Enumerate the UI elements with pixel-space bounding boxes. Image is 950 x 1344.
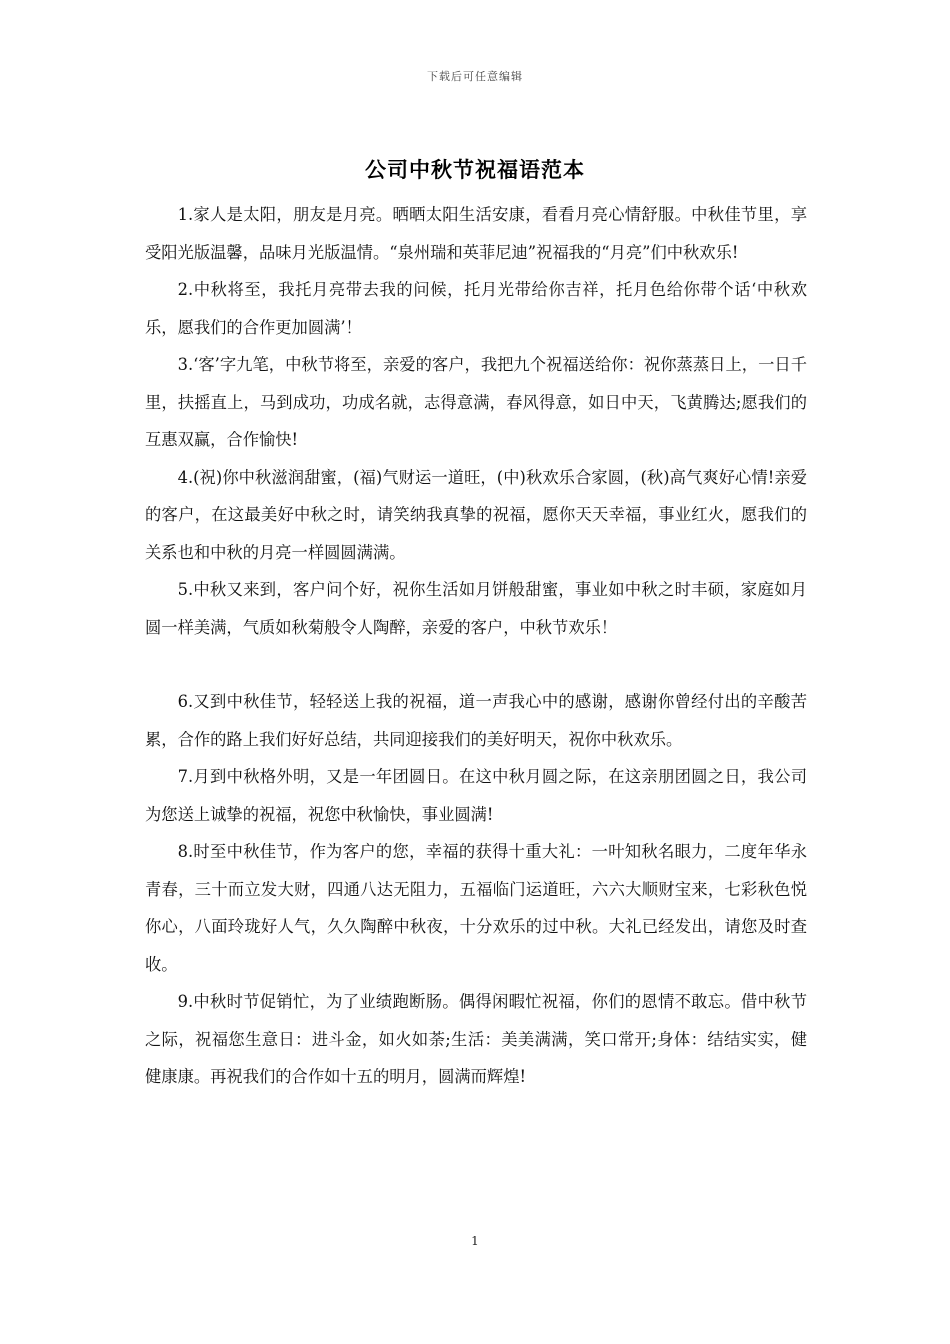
paragraph-6: 6.又到中秋佳节，轻轻送上我的祝福，道一声我心中的感谢，感谢你曾经付出的辛酸苦累，合作的路上我们好好总结，共同迎接我们的美好明天，祝你中秋欢乐。: [145, 692, 807, 749]
paragraph-9: 9.中秋时节促销忙，为了业绩跑断肠。偶得闲暇忙祝福，你们的恩情不敢忘。借中秋节之际，祝福您生意日：进斗金，如火如荼;生活：美美满满，笑口常开;身体：结结实实，健健康康。再祝我们的合作如十五的明月，圆满而辉煌!: [145, 992, 807, 1086]
paragraph-1: 1.家人是太阳，朋友是月亮。晒晒太阳生活安康，看看月亮心情舒服。中秋佳节里，享受阳光版温馨，品味月光版温情。“泉州瑞和英菲尼迪”祝福我的“月亮”们中秋欢乐!: [145, 205, 807, 262]
paragraph-7: 7.月到中秋格外明，又是一年团圆日。在这中秋月圆之际，在这亲朋团圆之日，我公司为您送上诚挚的祝福，祝您中秋愉快，事业圆满!: [145, 767, 807, 824]
document-body: [145, 196, 807, 1096]
blank-line: [145, 646, 807, 683]
page-number: 1: [471, 1234, 479, 1248]
paragraph-2: 2.中秋将至，我托月亮带去我的问候，托月光带给你吉祥，托月色给你带个话‘中秋欢乐，愿我们的合作更加圆满’！: [145, 280, 807, 337]
paragraph-3: 3.‘客’字九笔，中秋节将至，亲爱的客户，我把九个祝福送给你：祝你蒸蒸日上，一日千里，扶摇直上，马到成功，功成名就，志得意满，春风得意，如日中天，飞黄腾达;愿我们的互惠双赢，合作愉快!: [145, 355, 807, 449]
paragraph-8: 8.时至中秋佳节，作为客户的您，幸福的获得十重大礼：一叶知秋名眼力，二度年华永青春，三十而立发大财，四通八达无阻力，五福临门运道旺，六六大顺财宝来，七彩秋色悦你心，八面玲珑好人气，久久陶醉中秋夜，十分欢乐的过中秋。大礼已经发出，请您及时查收。: [145, 842, 807, 974]
document-title: 公司中秋节祝福语范本: [365, 157, 585, 182]
paragraph-4: 4.(祝)你中秋滋润甜蜜，(福)气财运一道旺，(中)秋欢乐合家圆，(秋)高气爽好心情!亲爱的客户，在这最美好中秋之时，请笑纳我真挚的祝福，愿你天天幸福，事业红火，愿我们的关系也和中秋的月亮一样圆圆满满。: [145, 467, 807, 562]
header-note: 下载后可任意编辑: [427, 70, 523, 83]
paragraph-5: 5.中秋又来到，客户问个好，祝你生活如月饼般甜蜜，事业如中秋之时丰硕，家庭如月圆一样美满，气质如秋菊般令人陶醉，亲爱的客户，中秋节欢乐！: [145, 580, 807, 637]
